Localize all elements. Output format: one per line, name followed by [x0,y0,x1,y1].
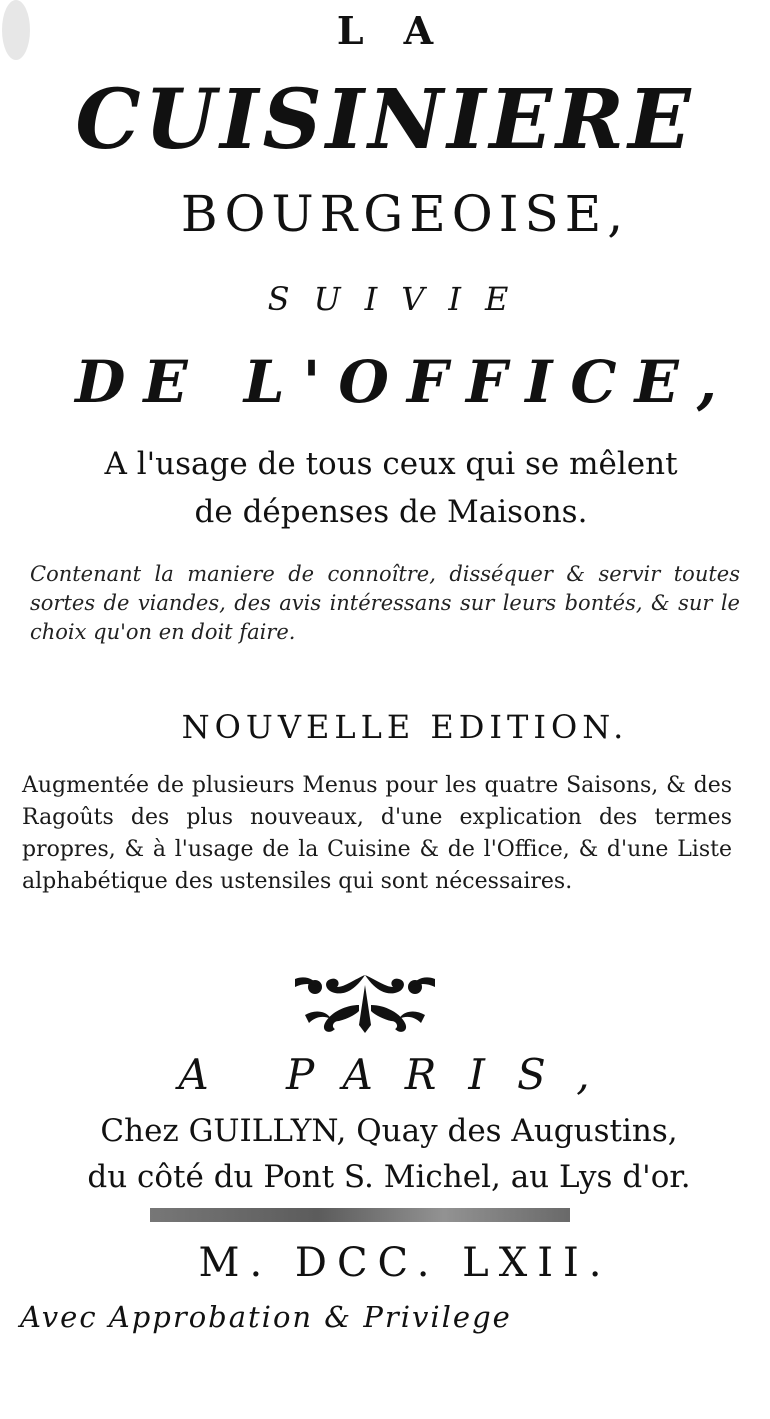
edition-heading: NOUVELLE EDITION. [181,708,629,746]
subtitle-suivie: SUIVIE [267,280,533,318]
title-cuisiniere: CUISINIERE [75,72,695,168]
augmentation-description: Augmentée de plusieurs Menus pour les quatre Saisons, & des Ragoûts des plus nouveaux, d'une explication des termes propres, & à l'usage de la Cuisine & de l'Office, & d'une Liste alphabétique des ustensiles qui sont nécessaires. [22,773,732,894]
title-bourgeoise: BOURGEOISE, [180,185,630,243]
usage-line-2: de dépenses de Maisons. [194,494,588,530]
publisher-line-1: Chez GUILLYN, Quay des Augustins, [100,1113,678,1149]
title-la: LA [336,8,474,53]
imprint-city: A PARIS, [178,1050,622,1099]
usage-line-1: A l'usage de tous ceux qui se mêlent [104,446,678,482]
printer-ornament-icon [275,965,455,1040]
decorative-rule [150,1208,570,1222]
title-office: DE L'OFFICE, [75,348,735,416]
publisher-imprint [0,1108,770,1200]
publisher-line-2: du côté du Pont S. Michel, au Lys d'or. [87,1159,691,1195]
approbation-line: Avec Approbation & Privilege [20,1300,512,1334]
contents-description: Contenant la maniere de connoître, disséquer & servir toutes sortes de viandes, des avis intéressans sur leurs bontés, & sur le choix qu'on en doit faire. [30,562,740,644]
imprint-date: M. DCC. LXII. [198,1240,612,1286]
usage-statement [0,440,770,536]
